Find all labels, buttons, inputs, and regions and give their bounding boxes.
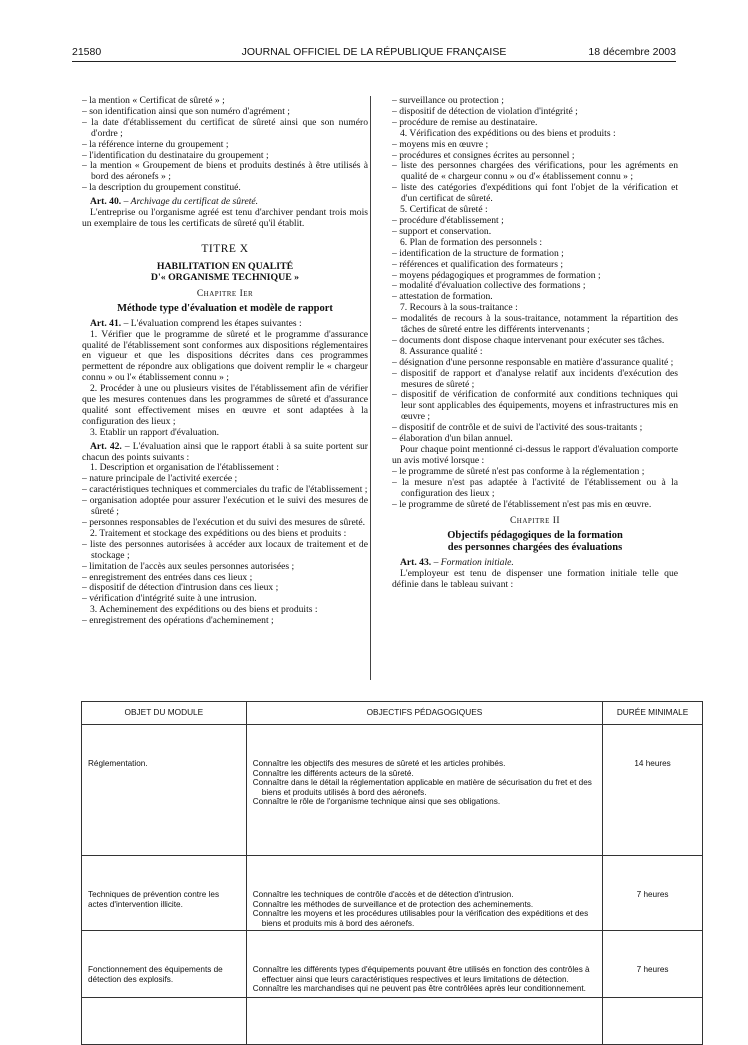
module-cell: Fonctionnement des équipements de détection des explosifs.	[82, 931, 247, 998]
objectives-cell: Connaître les différents types d'équipements pouvant être utilisés en fonction des contrôles à effectuer ainsi que leurs caractéristiques respectives et leurs limitations de détection. Connaître les marchandises qui ne peuvent pas être contrôlées après leur conditionnement.	[246, 931, 602, 998]
list-item: – le programme de sûreté n'est pas conforme à la réglementation ;	[392, 465, 645, 477]
column-header: DURÉE MINIMALE	[603, 702, 703, 725]
list-item: – vérification d'intégrité suite à une intrusion.	[82, 593, 257, 605]
list-item: – références et qualification des formateurs ;	[392, 258, 564, 270]
list-item: – la mention « Groupement de biens et produits destinés à être utilisés à bord des aéronefs » ;	[82, 160, 368, 183]
duration-cell: 7 heures	[603, 856, 703, 931]
list-item: – moyens pédagogiques et programmes de formation ;	[392, 269, 601, 281]
issue-date: 18 décembre 2003	[588, 46, 676, 58]
training-table	[81, 701, 703, 1045]
objectives-cell: Connaître les objectifs des mesures de sûreté et les articles prohibés. Connaître les différents acteurs de la sûreté. Connaître dans le détail la réglementation applicable en matière de sécurisation du fret et des biens et produits utilisés à bord des aéronefs. Connaître le rôle de l'organisme technique ainsi que ses obligations.	[246, 725, 602, 856]
header-rule	[72, 61, 676, 62]
objectives-cell	[246, 998, 602, 1045]
list-item: – procédures et consignes écrites au personnel ;	[392, 149, 575, 161]
list-item: – liste des personnes chargées des vérifications, pour les agréments en qualité de « chargeur connu » ou d'« établissement connu » ;	[392, 160, 678, 183]
list-item: – la date d'établissement du certificat de sûreté ainsi que son numéro d'ordre ;	[82, 116, 368, 139]
table-header-row	[82, 702, 703, 725]
numbered-item: 3. Etablir un rapport d'évaluation.	[90, 426, 220, 438]
list-item: – enregistrement des opérations d'acheminement ;	[82, 615, 274, 627]
article-43-heading: Art. 43. – Formation initiale.	[400, 557, 514, 569]
list-item: – dispositif de contrôle et de suivi de l'activité des sous-traitants ;	[392, 422, 643, 434]
list-item: – la mention « Certificat de sûreté » ;	[82, 96, 225, 106]
list-item: – procédure de remise au destinataire.	[392, 116, 538, 128]
list-item: – procédure d'établissement ;	[392, 214, 504, 226]
list-item: – liste des personnes autorisées à accéder aux locaux de traitement et de stockage ;	[82, 538, 368, 561]
point-heading: 5. Certificat de sûreté :	[400, 204, 488, 216]
table-row	[82, 856, 703, 931]
list-item: – dispositif de détection de violation d'intégrité ;	[392, 105, 578, 117]
list-item: – dispositif de rapport et d'analyse relatif aux incidents d'exécution des mesures de sûreté ;	[392, 367, 678, 390]
list-item: – limitation de l'accès aux seules personnes autorisées ;	[82, 560, 295, 572]
journal-title: JOURNAL OFFICIEL DE LA RÉPUBLIQUE FRANÇAISE	[241, 46, 507, 58]
table-row	[82, 725, 703, 856]
list-item: – la mesure n'est pas adaptée à l'activité de l'établissement ou à la configuration des lieux ;	[392, 476, 678, 499]
list-item: – attestation de formation.	[392, 291, 493, 303]
page-header	[72, 46, 676, 62]
module-cell: Réglementation.	[82, 725, 247, 856]
list-item: – caractéristiques techniques et commerciales du trafic de l'établissement ;	[82, 484, 368, 496]
column-header: OBJET DU MODULE	[82, 702, 247, 725]
right-column	[392, 96, 678, 678]
list-item: – personnes responsables de l'exécution et du suivi des mesures de sûreté.	[82, 517, 366, 528]
page-number: 21580	[72, 46, 102, 58]
module-cell: Techniques de prévention contre les actes d'intervention illicite.	[82, 856, 247, 931]
duration-cell: 14 heures	[603, 725, 703, 856]
point-heading: 7. Recours à la sous-traitance :	[400, 302, 518, 314]
point-heading: 1. Description et organisation de l'établissement :	[90, 462, 279, 474]
list-item: – documents dont dispose chaque intervenant pour exécuter ses tâches.	[392, 334, 665, 346]
duration-cell	[603, 998, 703, 1045]
point-heading: 3. Acheminement des expéditions ou des biens et produits :	[90, 604, 318, 616]
numbered-item: 1. Vérifier que le programme de sûreté et le programme d'assurance qualité de l'établissement sont conformes aux dispositions réglementaires en vigueur et que les dispositions décrites dans ces programmes permettent de répondre aux obligations que doivent remplir le « chargeur connu » ou l'« établissement connu » ;	[82, 328, 368, 384]
chapter-title: Méthode type d'évaluation et modèle de rapport	[117, 302, 333, 314]
table-row	[82, 931, 703, 998]
conclusion-text: Pour chaque point mentionné ci-dessus le rapport d'évaluation comporte un avis motivé lorsque :	[392, 444, 678, 466]
article-41-heading: Art. 41. – L'évaluation comprend les étapes suivantes :	[90, 317, 302, 329]
list-item: – l'identification du destinataire du groupement ;	[82, 149, 269, 161]
list-item: – organisation adoptée pour assurer l'exécution et le suivi des mesures de sûreté ;	[82, 495, 368, 518]
list-item: – modalités de recours à la sous-traitance, notamment la répartition des tâches de sûreté entre les différents intervenants ;	[392, 313, 678, 336]
point-heading: 6. Plan de formation des personnels :	[400, 236, 543, 248]
point-heading: 4. Vérification des expéditions ou des biens et produits :	[400, 127, 616, 139]
list-item: – nature principale de l'activité exercée ;	[82, 473, 238, 485]
column-header: OBJECTIFS PÉDAGOGIQUES	[246, 702, 602, 725]
article-42-heading: Art. 42. – L'évaluation ainsi que le rapport établi à sa suite portent sur chacun des points suivants :	[82, 440, 368, 463]
list-item: – désignation d'une personne responsable en matière d'assurance qualité ;	[392, 356, 674, 368]
numbered-item: 2. Procéder à une ou plusieurs visites de l'établissement afin de vérifier que les mesures contenues dans les programmes de sûreté et d'assurance qualité sont effectivement mises en œuvre et sont adaptées à la configuration des lieux ;	[82, 383, 368, 427]
list-item: – dispositif de vérification de conformité aux conditions techniques qui leur sont applicables des équipements, moyens et infrastructures mis en œuvre ;	[392, 389, 678, 423]
list-item: – la référence interne du groupement ;	[82, 138, 229, 150]
list-item: – dispositif de détection d'intrusion dans ces lieux ;	[82, 582, 279, 594]
list-item: – modalité d'évaluation collective des formations ;	[392, 280, 586, 292]
chapter-title: Objectifs pédagogiques de la formation des personnes chargées des évaluations	[447, 530, 623, 554]
titre-heading: TITRE X	[201, 242, 249, 255]
titre-subtitle: D'« ORGANISME TECHNIQUE »	[150, 271, 300, 283]
list-item: – enregistrement des entrées dans ces lieux ;	[82, 571, 253, 583]
column-divider	[370, 96, 371, 680]
point-heading: 8. Assurance qualité :	[400, 345, 483, 357]
article-40-heading: Art. 40. – Archivage du certificat de sûreté.	[90, 196, 259, 208]
point-heading: 2. Traitement et stockage des expéditions ou des biens et produits :	[90, 527, 347, 539]
list-item: – identification de la structure de formation ;	[392, 247, 564, 259]
list-item: – élaboration d'un bilan annuel.	[392, 433, 513, 445]
list-item: – support et conservation.	[392, 225, 492, 237]
titre-subtitle: HABILITATION EN QUALITÉ	[156, 260, 294, 272]
chapter-label: Chapitre Ier	[196, 288, 254, 299]
table-row	[82, 998, 703, 1045]
list-item: – le programme de sûreté de l'établissement n'est pas mis en œuvre.	[392, 498, 652, 510]
list-item: – son identification ainsi que son numéro d'agrément ;	[82, 105, 290, 117]
article-40-text: L'entreprise ou l'organisme agréé est tenu d'archiver pendant trois mois un exemplaire de tous les certificats de sûreté qu'il établit.	[82, 207, 368, 229]
left-column	[82, 96, 368, 678]
list-item: – surveillance ou protection ;	[392, 96, 504, 106]
list-item: – la description du groupement constitué.	[82, 182, 241, 194]
article-43-text: L'employeur est tenu de dispenser une formation initiale telle que définie dans le tableau suivant :	[392, 568, 678, 591]
list-item: – moyens mis en œuvre ;	[392, 138, 489, 150]
list-item: – liste des catégories d'expéditions qui font l'objet de la vérification et d'un certificat de sûreté.	[392, 182, 678, 205]
chapter-label: Chapitre II	[509, 516, 561, 527]
objectives-cell: Connaître les techniques de contrôle d'accès et de détection d'intrusion. Connaître les méthodes de surveillance et de protection des acheminements. Connaître les moyens et les procédures utilisables pour la vérification des expéditions et des biens et produits mis à bord des aéronefs.	[246, 856, 602, 931]
module-cell	[82, 998, 247, 1045]
duration-cell: 7 heures	[603, 931, 703, 998]
